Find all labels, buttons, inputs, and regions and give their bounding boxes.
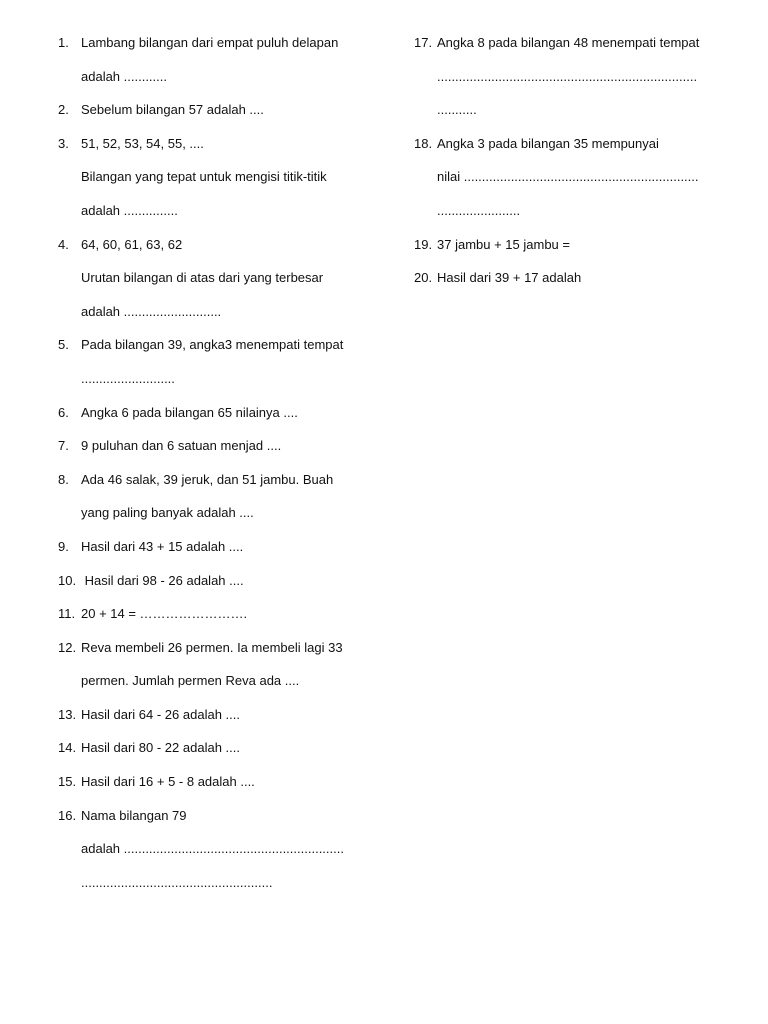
question-text [58, 773, 378, 807]
question-text [58, 404, 378, 438]
question-line-text: Sebelum bilangan 57 adalah .... [81, 102, 264, 118]
question-number: 10. [58, 572, 77, 588]
question-4 [58, 236, 378, 337]
question-line-text: Hasil dari 98 - 26 adalah .... [81, 572, 244, 588]
question-line-text: adalah ............... [81, 202, 178, 218]
question-continuation [58, 202, 378, 236]
left-column [58, 34, 378, 907]
question-number: 2. [58, 102, 69, 118]
question-13 [58, 706, 378, 740]
question-continuation [58, 504, 378, 538]
question-text [58, 538, 378, 572]
question-line-text: adalah ............ [81, 68, 167, 84]
question-text [58, 739, 378, 773]
question-number: 4. [58, 236, 69, 252]
question-number: 15. [58, 774, 77, 790]
question-12 [58, 639, 378, 706]
question-line-text: Bilangan yang tepat untuk mengisi titik-titik [81, 169, 327, 185]
question-continuation [58, 840, 378, 874]
question-19 [414, 236, 734, 270]
question-continuation [414, 101, 734, 135]
question-continuation [58, 168, 378, 202]
question-number: 14. [58, 740, 77, 756]
question-text [414, 34, 734, 68]
question-5 [58, 336, 378, 403]
question-text [58, 437, 378, 471]
question-line-text: ..................................................... [81, 874, 273, 890]
question-text [58, 807, 378, 841]
question-number: 3. [58, 135, 69, 151]
question-continuation [58, 68, 378, 102]
question-line-text: Angka 6 pada bilangan 65 nilainya .... [81, 404, 298, 420]
question-text [58, 471, 378, 505]
question-text [58, 135, 378, 169]
question-text [58, 572, 378, 606]
question-continuation [58, 874, 378, 908]
question-text [58, 706, 378, 740]
question-number: 20. [414, 270, 433, 286]
question-14 [58, 739, 378, 773]
question-15 [58, 773, 378, 807]
question-text [58, 336, 378, 370]
question-continuation [414, 68, 734, 102]
question-line-text: Pada bilangan 39, angka3 menempati tempat [81, 337, 344, 353]
question-line-text: Lambang bilangan dari empat puluh delapan [81, 35, 339, 50]
question-number: 17. [414, 35, 433, 50]
question-line-text: Angka 3 pada bilangan 35 mempunyai [437, 135, 659, 151]
question-2 [58, 101, 378, 135]
question-line-text: 37 jambu + 15 jambu = [437, 236, 570, 252]
question-7 [58, 437, 378, 471]
question-text [414, 236, 734, 270]
question-line-text: 64, 60, 61, 63, 62 [81, 236, 183, 252]
question-line-text: ........................................................................ [437, 68, 698, 84]
question-line-text: .......................... [81, 370, 175, 386]
question-line-text: Hasil dari 16 + 5 - 8 adalah .... [81, 774, 255, 790]
question-continuation [414, 202, 734, 236]
question-line-text: ........... [437, 102, 477, 118]
question-number: 1. [58, 35, 69, 50]
question-line-text: permen. Jumlah permen Reva ada .... [81, 673, 300, 689]
question-continuation [414, 168, 734, 202]
question-line-text: Hasil dari 80 - 22 adalah .... [81, 740, 240, 756]
question-10 [58, 572, 378, 606]
question-line-text: Hasil dari 43 + 15 adalah .... [81, 538, 244, 554]
question-line-text: ....................... [437, 202, 521, 218]
question-text [58, 34, 378, 68]
question-text [58, 101, 378, 135]
question-number: 12. [58, 639, 77, 655]
question-1 [58, 34, 378, 101]
question-number: 7. [58, 438, 69, 454]
question-line-text: 20 + 14 = ……………………. [81, 606, 248, 622]
question-text [58, 639, 378, 673]
question-line-text: Ada 46 salak, 39 jeruk, dan 51 jambu. Buah [81, 471, 334, 487]
question-text [414, 135, 734, 169]
question-line-text: Angka 8 pada bilangan 48 menempati tempat [437, 35, 700, 50]
question-number: 6. [58, 404, 69, 420]
question-17 [414, 34, 734, 135]
question-line-text: 51, 52, 53, 54, 55, .... [81, 135, 204, 151]
question-number: 16. [58, 807, 77, 823]
question-number: 5. [58, 337, 69, 353]
question-continuation [58, 303, 378, 337]
question-6 [58, 404, 378, 438]
question-3 [58, 135, 378, 236]
question-20 [414, 269, 734, 303]
question-line-text: Urutan bilangan di atas dari yang terbesar [81, 270, 324, 286]
question-number: 19. [414, 236, 433, 252]
question-line-text: nilai ................................................................. [437, 169, 699, 185]
right-column [414, 34, 734, 303]
question-line-text: Hasil dari 64 - 26 adalah .... [81, 706, 240, 722]
question-line-text: Hasil dari 39 + 17 adalah [437, 270, 582, 286]
question-16 [58, 807, 378, 908]
question-continuation [58, 672, 378, 706]
question-text [58, 605, 378, 639]
question-line-text: adalah ........................... [81, 303, 222, 319]
question-line-text: 9 puluhan dan 6 satuan menjad .... [81, 438, 282, 454]
question-9 [58, 538, 378, 572]
question-number: 9. [58, 538, 69, 554]
question-8 [58, 471, 378, 538]
question-line-text: Reva membeli 26 permen. Ia membeli lagi 33 [81, 639, 343, 655]
question-text [58, 236, 378, 270]
question-line-text: adalah ............................................................. [81, 841, 344, 857]
question-line-text: yang paling banyak adalah .... [81, 505, 254, 521]
question-number: 13. [58, 706, 77, 722]
question-text [414, 269, 734, 303]
question-number: 18. [414, 135, 433, 151]
question-continuation [58, 269, 378, 303]
question-number: 8. [58, 471, 69, 487]
question-11 [58, 605, 378, 639]
question-18 [414, 135, 734, 236]
question-number: 11. [58, 606, 76, 622]
question-line-text: Nama bilangan 79 [81, 807, 187, 823]
question-continuation [58, 370, 378, 404]
